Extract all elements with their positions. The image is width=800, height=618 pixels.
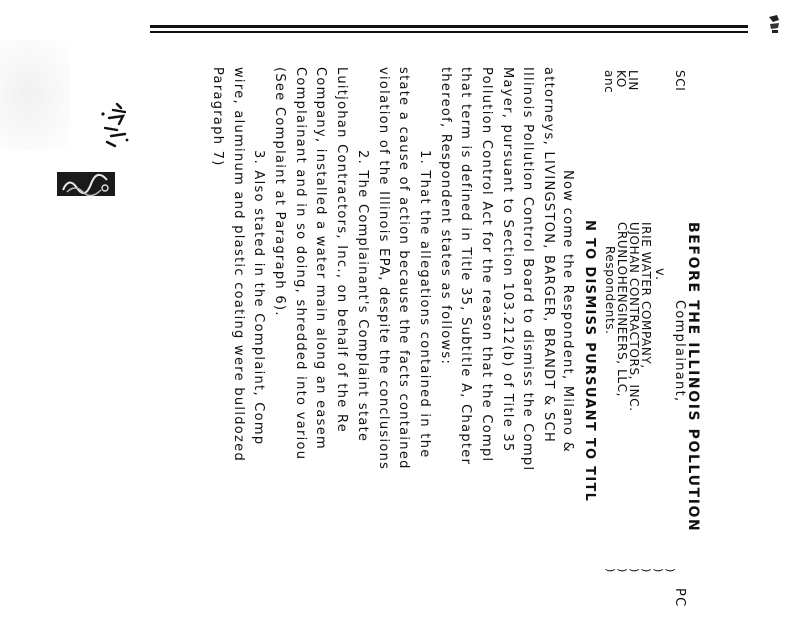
body-line: violation of the Illinois EPA, despite the conclusions <box>376 67 391 471</box>
respondent-party: CRUNLOHENGINEERS, LLC, <box>615 222 629 398</box>
caption-label: anc <box>602 70 616 94</box>
bracket-mark: ) <box>604 568 617 573</box>
body-line: Illinois Pollution Control Board to dismiss the Compl <box>520 67 535 472</box>
body-line: Company, installed a water main along an easem <box>313 67 328 450</box>
body-line: Pollution Control Act for the reason that the Compl <box>479 67 494 463</box>
body-line: thereof, Respondent states as follows: <box>438 67 453 366</box>
bracket-mark: ) <box>628 568 641 573</box>
body-line: Complainant and in so doing, shredded into variou <box>293 67 308 461</box>
respondent-party: UJOHAN CONTRACTORS, INC. <box>627 222 641 412</box>
motion-title: N TO DISMISS PURSUANT TO TITL <box>582 220 597 503</box>
respondent-party: IRIE WATER COMPANY, <box>639 222 653 369</box>
body-line: wire, aluminum and plastic coating were bulldozed <box>231 67 246 463</box>
body-line: state a cause of action because the facts contained <box>396 67 411 470</box>
corner-scan-mark-icon <box>767 14 781 34</box>
pc-mark: PC <box>672 588 687 608</box>
body-line: attorneys, LIVINGSTON, BARGER, BRANDT & SCH <box>541 67 556 444</box>
caption-label: SCI <box>673 70 687 92</box>
body-line: (See Complaint at Paragraph 6). <box>272 67 287 317</box>
body-line: that term is defined in Title 35, Subtitle A, Chapter <box>458 67 473 466</box>
body-line: 2. The Complainant's Complaint state <box>355 150 370 443</box>
top-rule-thin <box>150 31 748 33</box>
body-line: 1. That the allegations contained in the <box>417 150 432 459</box>
caption-label: KO <box>614 70 628 88</box>
handwritten-mark-icon <box>95 100 135 152</box>
versus-label: v. <box>652 268 667 282</box>
respondents-label: Respondents. <box>603 246 617 335</box>
scan-shadow <box>0 40 70 150</box>
stamp-logo-icon <box>57 172 115 196</box>
body-line: Luitjohan Contractors, Inc., on behalf of the Re <box>334 67 349 434</box>
document-heading: BEFORE THE ILLINOIS POLLUTION <box>685 222 701 533</box>
body-line: 3. Also stated in the Complaint, Comp <box>251 150 266 446</box>
body-line: Paragraph 7) <box>210 67 225 167</box>
top-rule-thick <box>150 25 748 28</box>
complainant-label: Complainant, <box>672 300 687 403</box>
bracket-mark: ) <box>664 568 677 573</box>
bracket-mark: ) <box>640 568 653 573</box>
bracket-mark: ) <box>652 568 665 573</box>
caption-label: LIN <box>626 70 640 92</box>
body-line: Mayer, pursuant to Section 103.212(b) of Title 35 <box>500 67 515 453</box>
body-line: Now come the Respondent, Milano & <box>560 170 575 454</box>
bracket-mark: ) <box>616 568 629 573</box>
